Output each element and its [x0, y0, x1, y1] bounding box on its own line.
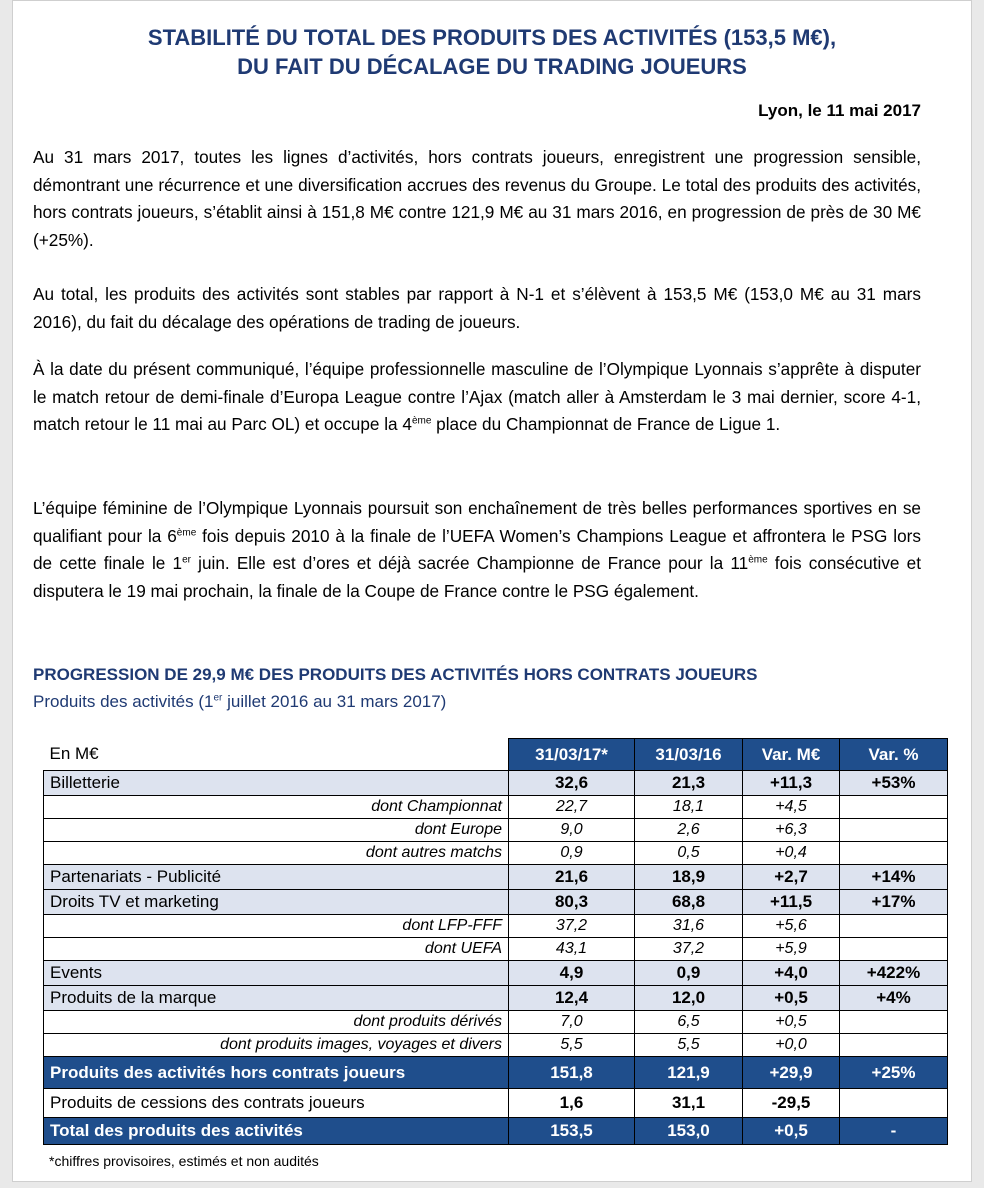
value-cell: +0,5	[743, 1011, 840, 1034]
value-cell: 22,7	[509, 796, 635, 819]
table-row	[44, 842, 948, 865]
value-cell: +5,6	[743, 915, 840, 938]
value-cell: +11,3	[743, 771, 840, 796]
table-unit-label: En M€	[49, 744, 99, 764]
paragraph-4-sup-1: ème	[176, 526, 197, 538]
value-cell: +6,3	[743, 819, 840, 842]
value-cell: 31,1	[635, 1089, 743, 1118]
table-row	[44, 796, 948, 819]
paragraph-3	[33, 356, 921, 439]
value-cell: +4,5	[743, 796, 840, 819]
value-cell: 5,5	[509, 1034, 635, 1057]
section-subheading-b: juillet 2016 au 31 mars 2017)	[222, 692, 447, 711]
value-cell: 80,3	[509, 890, 635, 915]
paragraph-2: Au total, les produits des activités sont stables par rapport à N-1 et s’élèvent à 153,5 M€ (153,0 M€ au 31 mars 2016), du fait du décalage des opérations de trading de joueurs.	[33, 284, 921, 332]
table-row	[44, 915, 948, 938]
paragraph-4-text-d: fois consécutive et disputera le 19 mai prochain, la finale de la Coupe de France contre le PSG également.	[33, 553, 921, 601]
footnote: *chiffres provisoires, estimés et non audités	[49, 1153, 319, 1169]
row-label: dont Championnat	[44, 796, 509, 819]
value-cell: +0,0	[743, 1034, 840, 1057]
value-cell: 9,0	[509, 819, 635, 842]
value-cell: 12,4	[509, 986, 635, 1011]
table-row	[44, 938, 948, 961]
table-row	[44, 1057, 948, 1089]
header-cell: Var. %	[840, 739, 948, 771]
value-cell: 21,3	[635, 771, 743, 796]
value-cell: 37,2	[635, 938, 743, 961]
value-cell: 0,5	[635, 842, 743, 865]
value-cell: +29,9	[743, 1057, 840, 1089]
value-cell: 37,2	[509, 915, 635, 938]
table-row	[44, 1011, 948, 1034]
table-row	[44, 890, 948, 915]
title-line-2: DU FAIT DU DÉCALAGE DU TRADING JOUEURS	[237, 54, 747, 79]
table-row	[44, 961, 948, 986]
value-cell: +4,0	[743, 961, 840, 986]
value-cell: +25%	[840, 1057, 948, 1089]
value-cell: 68,8	[635, 890, 743, 915]
section-subheading-a: Produits des activités (1	[33, 692, 214, 711]
value-cell: 21,6	[509, 865, 635, 890]
paragraph-4	[33, 495, 921, 605]
paragraph-3-text-b: place du Championnat de France de Ligue 1.	[431, 414, 781, 435]
row-label: Billetterie	[44, 771, 509, 796]
value-cell: +0,5	[743, 1118, 840, 1145]
table-row	[44, 771, 948, 796]
value-cell	[840, 796, 948, 819]
paragraph-4-text-b: fois depuis 2010 à la finale de l’UEFA Women’s Champions League et affrontera le PSG lors de cette finale le 1	[33, 525, 921, 574]
value-cell: +53%	[840, 771, 948, 796]
value-cell	[840, 1011, 948, 1034]
value-cell	[840, 915, 948, 938]
value-cell: 1,6	[509, 1089, 635, 1118]
paragraph-4-text-c: juin. Elle est d’ores et déjà sacrée Championne de France pour la 11	[190, 553, 749, 574]
paragraph-4-sup-3: ème	[748, 554, 768, 566]
section-subheading	[33, 692, 446, 712]
row-label: Droits TV et marketing	[44, 890, 509, 915]
value-cell	[840, 842, 948, 865]
row-label: Events	[44, 961, 509, 986]
section-subheading-sup: er	[213, 692, 223, 704]
header-cell: 31/03/17*	[509, 739, 635, 771]
value-cell: +14%	[840, 865, 948, 890]
value-cell: 18,9	[635, 865, 743, 890]
paragraph-3-text-a: À la date du présent communiqué, l’équipe professionnelle masculine de l’Olympique Lyonnais s’apprête à disputer le match retour de demi-finale d’Europa League contre l’Ajax (match aller à Amsterdam le 3 mai dernier, score 4-1, match retour le 11 mai au Parc OL) et occupe la 4	[33, 359, 921, 435]
row-label: dont produits images, voyages et divers	[44, 1034, 509, 1057]
table-row	[44, 865, 948, 890]
value-cell: +2,7	[743, 865, 840, 890]
table-row	[44, 1118, 948, 1145]
table-row	[44, 986, 948, 1011]
value-cell: 121,9	[635, 1057, 743, 1089]
row-label: Total des produits des activités	[44, 1118, 509, 1145]
header-cell: Var. M€	[743, 739, 840, 771]
table-header-row	[44, 739, 948, 771]
value-cell: 4,9	[509, 961, 635, 986]
value-cell: 43,1	[509, 938, 635, 961]
document-page	[12, 0, 972, 1182]
value-cell: +11,5	[743, 890, 840, 915]
value-cell: 151,8	[509, 1057, 635, 1089]
row-label: dont autres matchs	[44, 842, 509, 865]
value-cell	[840, 1034, 948, 1057]
value-cell: 153,0	[635, 1118, 743, 1145]
value-cell: 31,6	[635, 915, 743, 938]
document-title	[13, 23, 971, 81]
value-cell: 32,6	[509, 771, 635, 796]
table-row	[44, 1034, 948, 1057]
value-cell: 6,5	[635, 1011, 743, 1034]
table-row	[44, 819, 948, 842]
table-row	[44, 1089, 948, 1118]
value-cell	[840, 1089, 948, 1118]
value-cell: 2,6	[635, 819, 743, 842]
value-cell: 7,0	[509, 1011, 635, 1034]
row-label: Partenariats - Publicité	[44, 865, 509, 890]
header-cell: 31/03/16	[635, 739, 743, 771]
revenue-table	[43, 738, 948, 1145]
row-label: dont produits dérivés	[44, 1011, 509, 1034]
row-label: Produits de la marque	[44, 986, 509, 1011]
document-date: Lyon, le 11 mai 2017	[758, 101, 921, 120]
value-cell	[840, 938, 948, 961]
row-label: dont UEFA	[44, 938, 509, 961]
value-cell: +17%	[840, 890, 948, 915]
value-cell: +0,5	[743, 986, 840, 1011]
row-label: Produits des activités hors contrats joueurs	[44, 1057, 509, 1089]
value-cell: 5,5	[635, 1034, 743, 1057]
value-cell: 0,9	[509, 842, 635, 865]
row-label: Produits de cessions des contrats joueurs	[44, 1089, 509, 1118]
value-cell	[840, 819, 948, 842]
value-cell: -	[840, 1118, 948, 1145]
row-label: dont Europe	[44, 819, 509, 842]
value-cell: +422%	[840, 961, 948, 986]
paragraph-1: Au 31 mars 2017, toutes les lignes d’activités, hors contrats joueurs, enregistrent une progression sensible, démontrant une récurrence et une diversification accrues des revenus du Groupe. Le total des produits des activités, hors contrats joueurs, s’établit ainsi à 151,8 M€ contre 121,9 M€ au 31 mars 2016, en progression de près de 30 M€ (+25%).	[33, 147, 921, 250]
value-cell: +5,9	[743, 938, 840, 961]
value-cell: 153,5	[509, 1118, 635, 1145]
paragraph-4-text-a: L’équipe féminine de l’Olympique Lyonnais poursuit son enchaînement de très belles performances sportives en se qualifiant pour la 6	[33, 498, 921, 546]
section-heading: PROGRESSION DE 29,9 M€ DES PRODUITS DES ACTIVITÉS HORS CONTRATS JOUEURS	[33, 665, 758, 684]
title-line-1: STABILITÉ DU TOTAL DES PRODUITS DES ACTIVITÉS (153,5 M€),	[147, 25, 837, 50]
value-cell: +4%	[840, 986, 948, 1011]
value-cell: +0,4	[743, 842, 840, 865]
value-cell: 18,1	[635, 796, 743, 819]
paragraph-4-sup-2: er	[182, 554, 191, 566]
paragraph-3-sup: ème	[411, 415, 432, 427]
value-cell: 12,0	[635, 986, 743, 1011]
value-cell: -29,5	[743, 1089, 840, 1118]
value-cell: 0,9	[635, 961, 743, 986]
row-label: dont LFP-FFF	[44, 915, 509, 938]
